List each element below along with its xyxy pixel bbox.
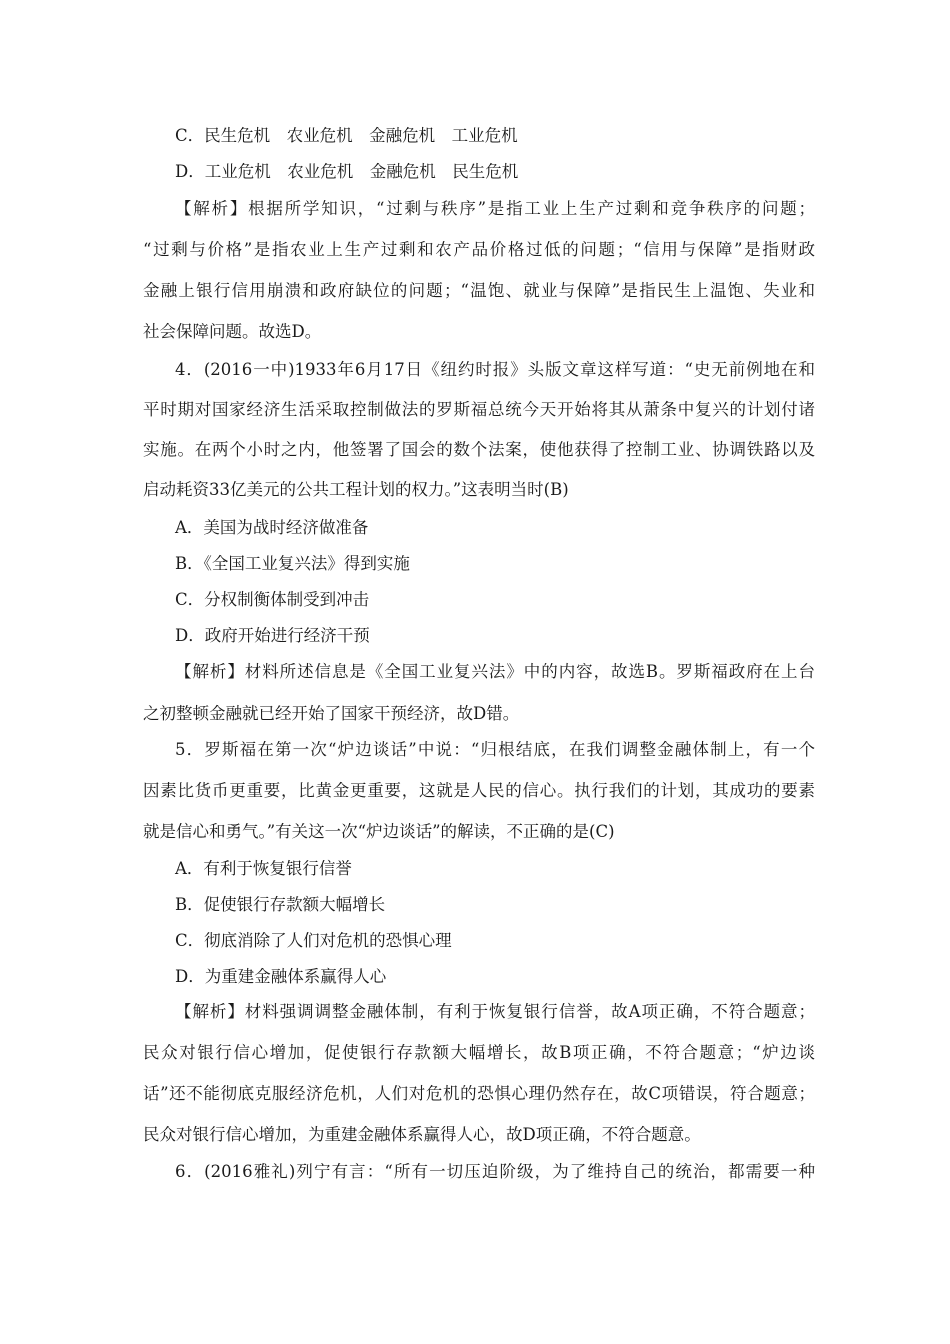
option-d-line: D．为重建金融体系赢得人心 (175, 967, 387, 986)
option-b-line: B．《全国工业复兴法》得到实施 (175, 554, 410, 573)
option-c-line: C．分权制衡体制受到冲击 (175, 590, 370, 609)
analysis-paragraph-line: 【解析】根据所学知识，“过剩与秩序”是指工业上生产过剩和竞争秩序的问题； (175, 199, 815, 218)
option-a-line: A．美国为战时经济做准备 (175, 518, 369, 537)
question-6-line: 6．(2016雅礼)列宁有言：“所有一切压迫阶级，为了维持自己的统治，都需要一种 (175, 1162, 815, 1181)
analysis-paragraph-line: 【解析】材料强调调整金融体制，有利于恢复银行信誉，故A项正确，不符合题意； (175, 1002, 815, 1021)
option-c-line: C．民生危机 农业危机 金融危机 工业危机 (175, 126, 518, 145)
question-5-line: 因素比货币更重要，比黄金更重要，这就是人民的信心。执行我们的计划，其成功的要素 (143, 781, 815, 800)
option-d-line: D．工业危机 农业危机 金融危机 民生危机 (175, 162, 519, 181)
option-c-line: C．彻底消除了人们对危机的恐惧心理 (175, 931, 452, 950)
analysis-paragraph-line: 之初整顿金融就已经开始了国家干预经济，故D错。 (143, 704, 520, 723)
analysis-paragraph-line: 民众对银行信心增加，为重建金融体系赢得人心，故D项正确，不符合题意。 (143, 1125, 701, 1144)
analysis-paragraph-line: 民众对银行信心增加，促使银行存款额大幅增长，故B项正确，不符合题意；“炉边谈 (143, 1043, 815, 1062)
question-4-line: 实施。在两个小时之内，他签署了国会的数个法案，使他获得了控制工业、协调铁路以及 (143, 440, 815, 459)
analysis-paragraph-line: 话”还不能彻底克服经济危机，人们对危机的恐惧心理仍然存在，故C项错误，符合题意； (143, 1084, 815, 1103)
option-a-line: A．有利于恢复银行信誉 (175, 859, 352, 878)
question-4-line: 平时期对国家经济生活采取控制做法的罗斯福总统今天开始将其从萧条中复兴的计划付诸 (143, 400, 815, 419)
option-b-line: B．促使银行存款额大幅增长 (175, 895, 386, 914)
option-d-line: D．政府开始进行经济干预 (175, 626, 370, 645)
analysis-paragraph-line: “过剩与价格”是指农业上生产过剩和农产品价格过低的问题；“信用与保障”是指财政 (143, 240, 815, 259)
question-5-line: 就是信心和勇气。”有关这一次“炉边谈话”的解读，不正确的是(C) (143, 822, 615, 841)
question-5-line: 5．罗斯福在第一次“炉边谈话”中说：“归根结底，在我们调整金融体制上，有一个 (175, 740, 815, 759)
question-4-line: 启动耗资33亿美元的公共工程计划的权力。”这表明当时(B) (143, 480, 569, 499)
analysis-paragraph-line: 金融上银行信用崩溃和政府缺位的问题；“温饱、就业与保障”是指民生上温饱、失业和 (143, 281, 815, 300)
question-4-line: 4．(2016一中)1933年6月17日《纽约时报》头版文章这样写道：“史无前例地在和 (175, 360, 815, 379)
analysis-paragraph-line: 【解析】材料所述信息是《全国工业复兴法》中的内容，故选B。罗斯福政府在上台 (175, 662, 815, 681)
analysis-paragraph-line: 社会保障问题。故选D。 (143, 322, 322, 341)
